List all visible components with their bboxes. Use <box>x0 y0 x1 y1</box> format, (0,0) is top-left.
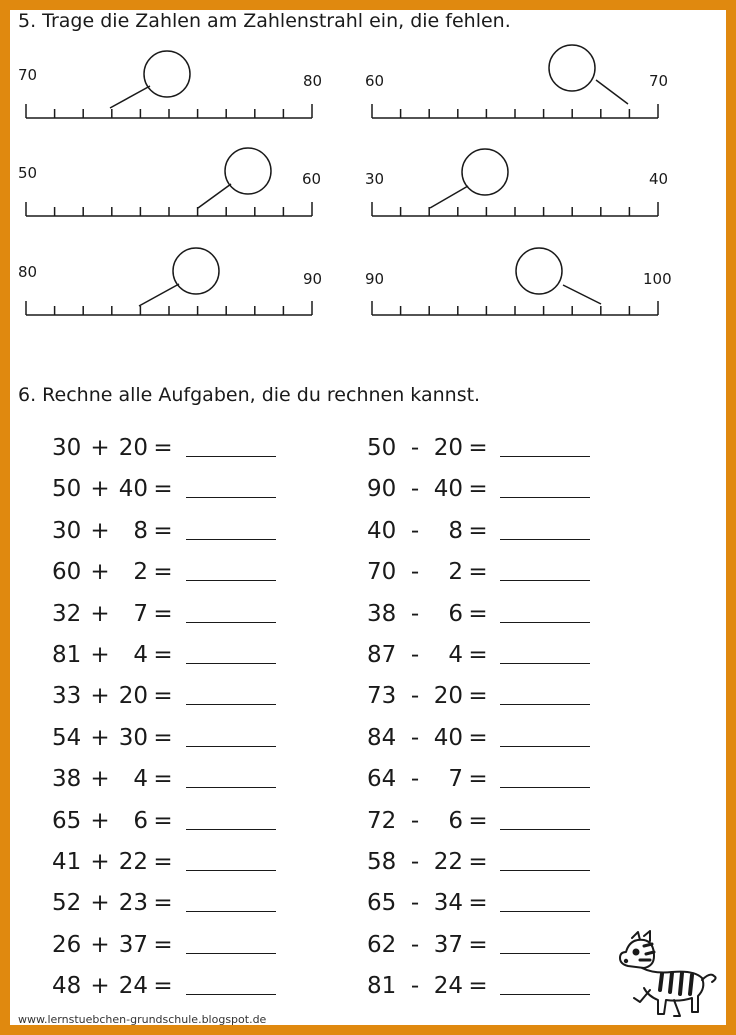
answer-circle-4[interactable] <box>462 149 508 195</box>
operand-b: 4 <box>448 642 463 668</box>
number-line-3-end: 60 <box>302 170 322 188</box>
answer-blank[interactable] <box>186 497 276 498</box>
operand-a: 58 <box>367 849 397 875</box>
equals-sign: = <box>153 766 173 792</box>
number-line-5-end: 90 <box>303 270 323 288</box>
pointer-line <box>596 80 628 104</box>
operand-b: 2 <box>448 559 463 585</box>
pointer-line <box>110 86 150 108</box>
answer-blank[interactable] <box>500 829 590 830</box>
task-left-1 <box>52 434 178 462</box>
task-left-11 <box>52 848 178 876</box>
equals-sign: = <box>153 932 173 958</box>
operator: + <box>90 890 110 916</box>
operand-b: 30 <box>118 725 148 751</box>
operand-b: 40 <box>433 476 463 502</box>
operator: + <box>90 932 110 958</box>
operand-a: 30 <box>52 518 82 544</box>
equals-sign: = <box>468 559 488 585</box>
operand-a: 38 <box>367 601 397 627</box>
operand-a: 52 <box>52 890 82 916</box>
answer-blank[interactable] <box>186 994 276 995</box>
answer-blank[interactable] <box>186 787 276 788</box>
answer-blank[interactable] <box>500 580 590 581</box>
number-line-3-start: 50 <box>18 164 38 182</box>
operator: - <box>410 890 420 916</box>
operand-a: 40 <box>367 518 397 544</box>
equals-sign: = <box>153 435 173 461</box>
number-line-1-start: 70 <box>18 66 38 84</box>
exercise-5-heading: 5. Trage die Zahlen am Zahlenstrahl ein, die fehlen. <box>18 10 511 32</box>
answer-blank[interactable] <box>500 622 590 623</box>
operand-b: 22 <box>118 849 148 875</box>
task-left-13 <box>52 931 178 959</box>
operator: + <box>90 725 110 751</box>
equals-sign: = <box>153 476 173 502</box>
task-left-4 <box>52 558 178 586</box>
operand-b: 37 <box>433 932 463 958</box>
equals-sign: = <box>153 601 173 627</box>
operand-b: 23 <box>118 890 148 916</box>
answer-blank[interactable] <box>186 704 276 705</box>
number-line-4-end: 40 <box>649 170 669 188</box>
operator: - <box>410 435 420 461</box>
task-right-10 <box>367 807 493 835</box>
task-left-9 <box>52 765 178 793</box>
task-right-4 <box>367 558 493 586</box>
answer-blank[interactable] <box>500 994 590 995</box>
number-line-2-start: 60 <box>365 72 385 90</box>
equals-sign: = <box>468 849 488 875</box>
number-line-4-start: 30 <box>365 170 385 188</box>
operand-b: 8 <box>448 518 463 544</box>
operand-b: 34 <box>433 890 463 916</box>
operand-b: 20 <box>433 435 463 461</box>
operand-b: 7 <box>448 766 463 792</box>
answer-blank[interactable] <box>186 870 276 871</box>
operand-a: 60 <box>52 559 82 585</box>
operator: - <box>410 973 420 999</box>
equals-sign: = <box>468 808 488 834</box>
operator: - <box>410 518 420 544</box>
equals-sign: = <box>468 725 488 751</box>
operand-a: 87 <box>367 642 397 668</box>
answer-blank[interactable] <box>500 539 590 540</box>
answer-circle-5[interactable] <box>173 248 219 294</box>
operand-b: 20 <box>118 435 148 461</box>
task-right-3 <box>367 517 493 545</box>
operator: + <box>90 808 110 834</box>
operand-b: 8 <box>133 518 148 544</box>
equals-sign: = <box>468 435 488 461</box>
operator: + <box>90 518 110 544</box>
operator: - <box>410 559 420 585</box>
operand-a: 50 <box>52 476 82 502</box>
task-left-8 <box>52 724 178 752</box>
task-right-12 <box>367 889 493 917</box>
operand-a: 41 <box>52 849 82 875</box>
task-right-7 <box>367 682 493 710</box>
answer-blank[interactable] <box>500 704 590 705</box>
operator: + <box>90 683 110 709</box>
equals-sign: = <box>468 766 488 792</box>
operand-a: 84 <box>367 725 397 751</box>
task-right-6 <box>367 641 493 669</box>
task-right-2 <box>367 475 493 503</box>
answer-circle-6[interactable] <box>516 248 562 294</box>
task-left-12 <box>52 889 178 917</box>
operand-a: 70 <box>367 559 397 585</box>
equals-sign: = <box>468 683 488 709</box>
operand-a: 72 <box>367 808 397 834</box>
answer-blank[interactable] <box>500 953 590 954</box>
operand-a: 48 <box>52 973 82 999</box>
operand-a: 50 <box>367 435 397 461</box>
answer-circle-3[interactable] <box>225 148 271 194</box>
answer-blank[interactable] <box>500 911 590 912</box>
operator: - <box>410 808 420 834</box>
answer-blank[interactable] <box>500 497 590 498</box>
task-right-9 <box>367 765 493 793</box>
task-left-3 <box>52 517 178 545</box>
task-right-13 <box>367 931 493 959</box>
equals-sign: = <box>153 559 173 585</box>
operand-a: 81 <box>52 642 82 668</box>
answer-blank[interactable] <box>500 456 590 457</box>
answer-blank[interactable] <box>186 663 276 664</box>
answer-blank[interactable] <box>186 539 276 540</box>
operand-a: 62 <box>367 932 397 958</box>
operand-b: 40 <box>433 725 463 751</box>
operand-a: 64 <box>367 766 397 792</box>
operand-b: 6 <box>133 808 148 834</box>
equals-sign: = <box>153 808 173 834</box>
equals-sign: = <box>153 642 173 668</box>
pointer-line <box>563 285 601 304</box>
number-line-2-end: 70 <box>649 72 669 90</box>
operand-a: 32 <box>52 601 82 627</box>
operand-b: 6 <box>448 601 463 627</box>
equals-sign: = <box>468 601 488 627</box>
task-right-14 <box>367 972 493 1000</box>
task-left-6 <box>52 641 178 669</box>
operand-a: 38 <box>52 766 82 792</box>
operand-a: 65 <box>367 890 397 916</box>
number-line-5-start: 80 <box>18 263 38 281</box>
task-left-2 <box>52 475 178 503</box>
exercise-6-heading: 6. Rechne alle Aufgaben, die du rechnen kannst. <box>18 384 481 406</box>
equals-sign: = <box>468 932 488 958</box>
equals-sign: = <box>468 518 488 544</box>
operator: - <box>410 766 420 792</box>
operand-a: 30 <box>52 435 82 461</box>
task-right-11 <box>367 848 493 876</box>
answer-blank[interactable] <box>186 622 276 623</box>
operator: + <box>90 559 110 585</box>
operand-b: 4 <box>133 766 148 792</box>
equals-sign: = <box>153 973 173 999</box>
pointer-line <box>198 184 231 208</box>
operator: + <box>90 849 110 875</box>
answer-blank[interactable] <box>186 911 276 912</box>
operand-b: 4 <box>133 642 148 668</box>
pointer-line <box>430 186 468 208</box>
answer-circle-2[interactable] <box>549 45 595 91</box>
operand-a: 73 <box>367 683 397 709</box>
operand-b: 6 <box>448 808 463 834</box>
operator: + <box>90 476 110 502</box>
worksheet <box>10 10 726 1025</box>
operator: - <box>410 849 420 875</box>
operand-b: 2 <box>133 559 148 585</box>
operand-b: 20 <box>118 683 148 709</box>
operator: - <box>410 932 420 958</box>
equals-sign: = <box>468 642 488 668</box>
task-left-10 <box>52 807 178 835</box>
number-line-6-end: 100 <box>643 270 672 288</box>
answer-circle-1[interactable] <box>144 51 190 97</box>
answer-blank[interactable] <box>186 746 276 747</box>
equals-sign: = <box>153 849 173 875</box>
equals-sign: = <box>468 476 488 502</box>
task-left-5 <box>52 600 178 628</box>
operator: - <box>410 683 420 709</box>
operator: + <box>90 766 110 792</box>
equals-sign: = <box>153 890 173 916</box>
operator: + <box>90 973 110 999</box>
task-right-5 <box>367 600 493 628</box>
operand-b: 40 <box>118 476 148 502</box>
operand-b: 22 <box>433 849 463 875</box>
operator: + <box>90 435 110 461</box>
footer-url: www.lernstuebchen-grundschule.blogspot.de <box>18 1013 267 1025</box>
answer-blank[interactable] <box>186 456 276 457</box>
operator: + <box>90 601 110 627</box>
operator: - <box>410 476 420 502</box>
number-line-1-end: 80 <box>303 72 323 90</box>
operator: - <box>410 642 420 668</box>
answer-blank[interactable] <box>186 829 276 830</box>
operand-b: 20 <box>433 683 463 709</box>
equals-sign: = <box>153 725 173 751</box>
operand-a: 65 <box>52 808 82 834</box>
task-left-7 <box>52 682 178 710</box>
operand-a: 90 <box>367 476 397 502</box>
operand-a: 33 <box>52 683 82 709</box>
equals-sign: = <box>153 518 173 544</box>
operand-b: 24 <box>433 973 463 999</box>
operand-a: 54 <box>52 725 82 751</box>
task-right-8 <box>367 724 493 752</box>
operand-a: 26 <box>52 932 82 958</box>
equals-sign: = <box>468 973 488 999</box>
operand-b: 37 <box>118 932 148 958</box>
task-left-14 <box>52 972 178 1000</box>
equals-sign: = <box>153 683 173 709</box>
equals-sign: = <box>468 890 488 916</box>
operand-b: 24 <box>118 973 148 999</box>
answer-blank[interactable] <box>186 580 276 581</box>
zebra-icon <box>614 930 720 1020</box>
operator: - <box>410 725 420 751</box>
task-right-1 <box>367 434 493 462</box>
operator: + <box>90 642 110 668</box>
answer-blank[interactable] <box>500 746 590 747</box>
operand-b: 7 <box>133 601 148 627</box>
answer-blank[interactable] <box>500 663 590 664</box>
answer-blank[interactable] <box>500 870 590 871</box>
operand-a: 81 <box>367 973 397 999</box>
answer-blank[interactable] <box>500 787 590 788</box>
number-line-6-start: 90 <box>365 270 385 288</box>
pointer-line <box>139 284 179 306</box>
operator: - <box>410 601 420 627</box>
answer-blank[interactable] <box>186 953 276 954</box>
